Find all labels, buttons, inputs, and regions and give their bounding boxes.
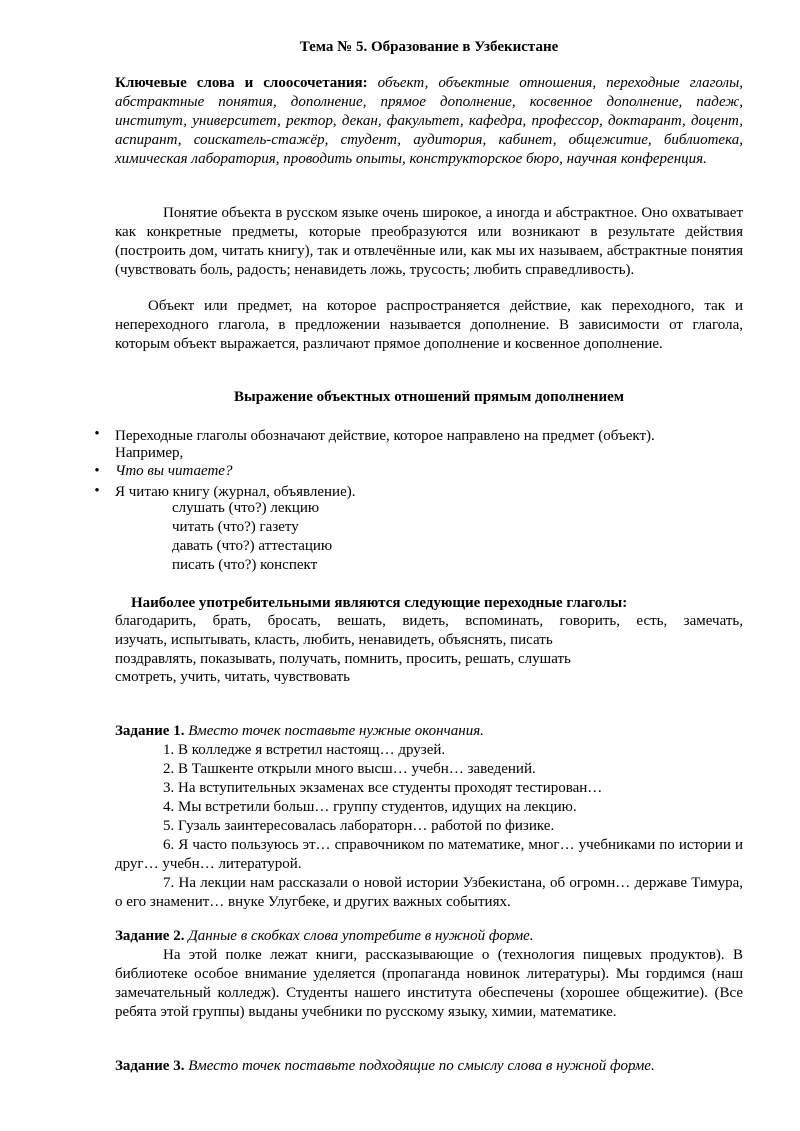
bullet-marker: •	[94, 426, 100, 442]
task-1-item: 7. На лекции нам рассказали о новой истории Узбекистана, об огромн… державе Тимура, о его знаменит… внуке Улугбеке, и других важных событиях.	[115, 875, 743, 910]
task-1-instruction: Вместо точек поставьте нужные окончания.	[184, 723, 484, 739]
bullet-3: Я читаю книгу (журнал, объявление).	[115, 484, 356, 500]
verbs-line-1-text: благодарить, брать, бросать, вешать, видеть, вспоминать, говорить, есть, замечать,	[115, 613, 743, 629]
verbs-line-4: смотреть, учить, читать, чувствовать	[115, 669, 350, 685]
intro-paragraph-1: Понятие объекта в русском языке очень широкое, а иногда и абстрактное. Оно охватывает как конкретные предметы, которые преобразуются или возникают в результате действия (построить дом, читать книгу), так и отвлечённые или, как мы их называем, абстрактные понятия (чувствовать боль, радость; ненавидеть ложь, трусость; любить справедливость).	[115, 205, 743, 278]
example-item: читать (что?) газету	[172, 519, 299, 535]
bullet-marker: •	[94, 463, 100, 479]
bullet-1-line-1: Переходные глаголы обозначают действие, которое направлено на предмет (объект).	[115, 428, 655, 444]
verbs-line-3: поздравлять, показывать, получать, помнить, просить, решать, слушать	[115, 651, 571, 667]
page-title: Тема № 5. Образование в Узбекистане	[299, 39, 559, 55]
task-3-label: Задание 3.	[115, 1058, 185, 1074]
task-1-item: 3. На вступительных экзаменах все студенты проходят тестирован…	[163, 780, 603, 796]
task-1-items	[115, 741, 743, 912]
verbs-line-1	[115, 612, 743, 631]
bullet-2: Что вы читаете?	[115, 463, 233, 479]
verbs-heading: Наиболее употребительными являются следующие переходные глаголы:	[131, 595, 628, 611]
task-3-header	[115, 1057, 655, 1076]
keywords-text: объект, объектные отношения, переходные глаголы, абстрактные понятия, дополнение, прямое дополнение, косвенное дополнение, падеж, институт, университет, ректор, декан, факультет, кафедра, профессор, доктарант, доцент, аспирант, соискатель-стажёр, студент, аудитория, кабинет, общежитие, библиотека, химическая лаборатория, проводить опыты, конструкторское бюро, научная конференция.	[115, 75, 743, 167]
bullet-1-line-2: Например,	[115, 445, 184, 461]
task-1-header	[115, 722, 484, 741]
intro-paragraph-2: Объект или предмет, на которое распространяется действие, как переходного, так и непереходного глагола, в предложении называется дополнение. В зависимости от глагола, которым объект выражается, различают прямое дополнение и косвенное дополнение.	[115, 298, 743, 352]
task-2-header	[115, 927, 534, 946]
example-item: слушать (что?) лекцию	[172, 500, 320, 516]
task-2-label: Задание 2.	[115, 928, 185, 944]
task-3-instruction: Вместо точек поставьте подходящие по смыслу слова в нужной форме.	[184, 1058, 655, 1074]
examples-list	[172, 499, 332, 575]
example-item: писать (что?) конспект	[172, 557, 318, 573]
task-1-item: 6. Я часто пользуюсь эт… справочником по математике, мног… учебниками по истории и друг… учебн… литературой.	[115, 837, 743, 872]
task-1-item: 4. Мы встретили больш… группу студентов, идущих на лекцию.	[163, 799, 577, 815]
keywords-label: Ключевые слова и слоосочетания:	[115, 75, 368, 91]
verbs-line-2: изучать, испытывать, класть, любить, ненавидеть, объяснять, писать	[115, 632, 553, 648]
example-item: давать (что?) аттестацию	[172, 538, 333, 554]
task-2-text: На этой полке лежат книги, рассказывающие о (технология пищевых продуктов). В библиотеке особое внимание уделяется (пропаганда новинок литературы). Мы гордимся (наш замечательный колледж). Студенты нашего института обеспечены (хорошее общежитие). (Все ребята этой группы) выданы учебники по русскому языку, химии, математике.	[115, 947, 743, 1020]
task-2-instruction: Данные в скобках слова употребите в нужной форме.	[184, 928, 534, 944]
bullet-marker: •	[94, 483, 100, 499]
task-1-item: 2. В Ташкенте открыли много высш… учебн… заведений.	[163, 761, 536, 777]
task-1-item: 5. Гузаль заинтересовалась лабораторн… работой по физике.	[163, 818, 555, 834]
task-1-item: 1. В колледже я встретил настоящ… друзей.	[163, 742, 446, 758]
task-1-label: Задание 1.	[115, 723, 185, 739]
keywords-paragraph	[115, 74, 743, 169]
section-heading: Выражение объектных отношений прямым дополнением	[234, 389, 624, 405]
